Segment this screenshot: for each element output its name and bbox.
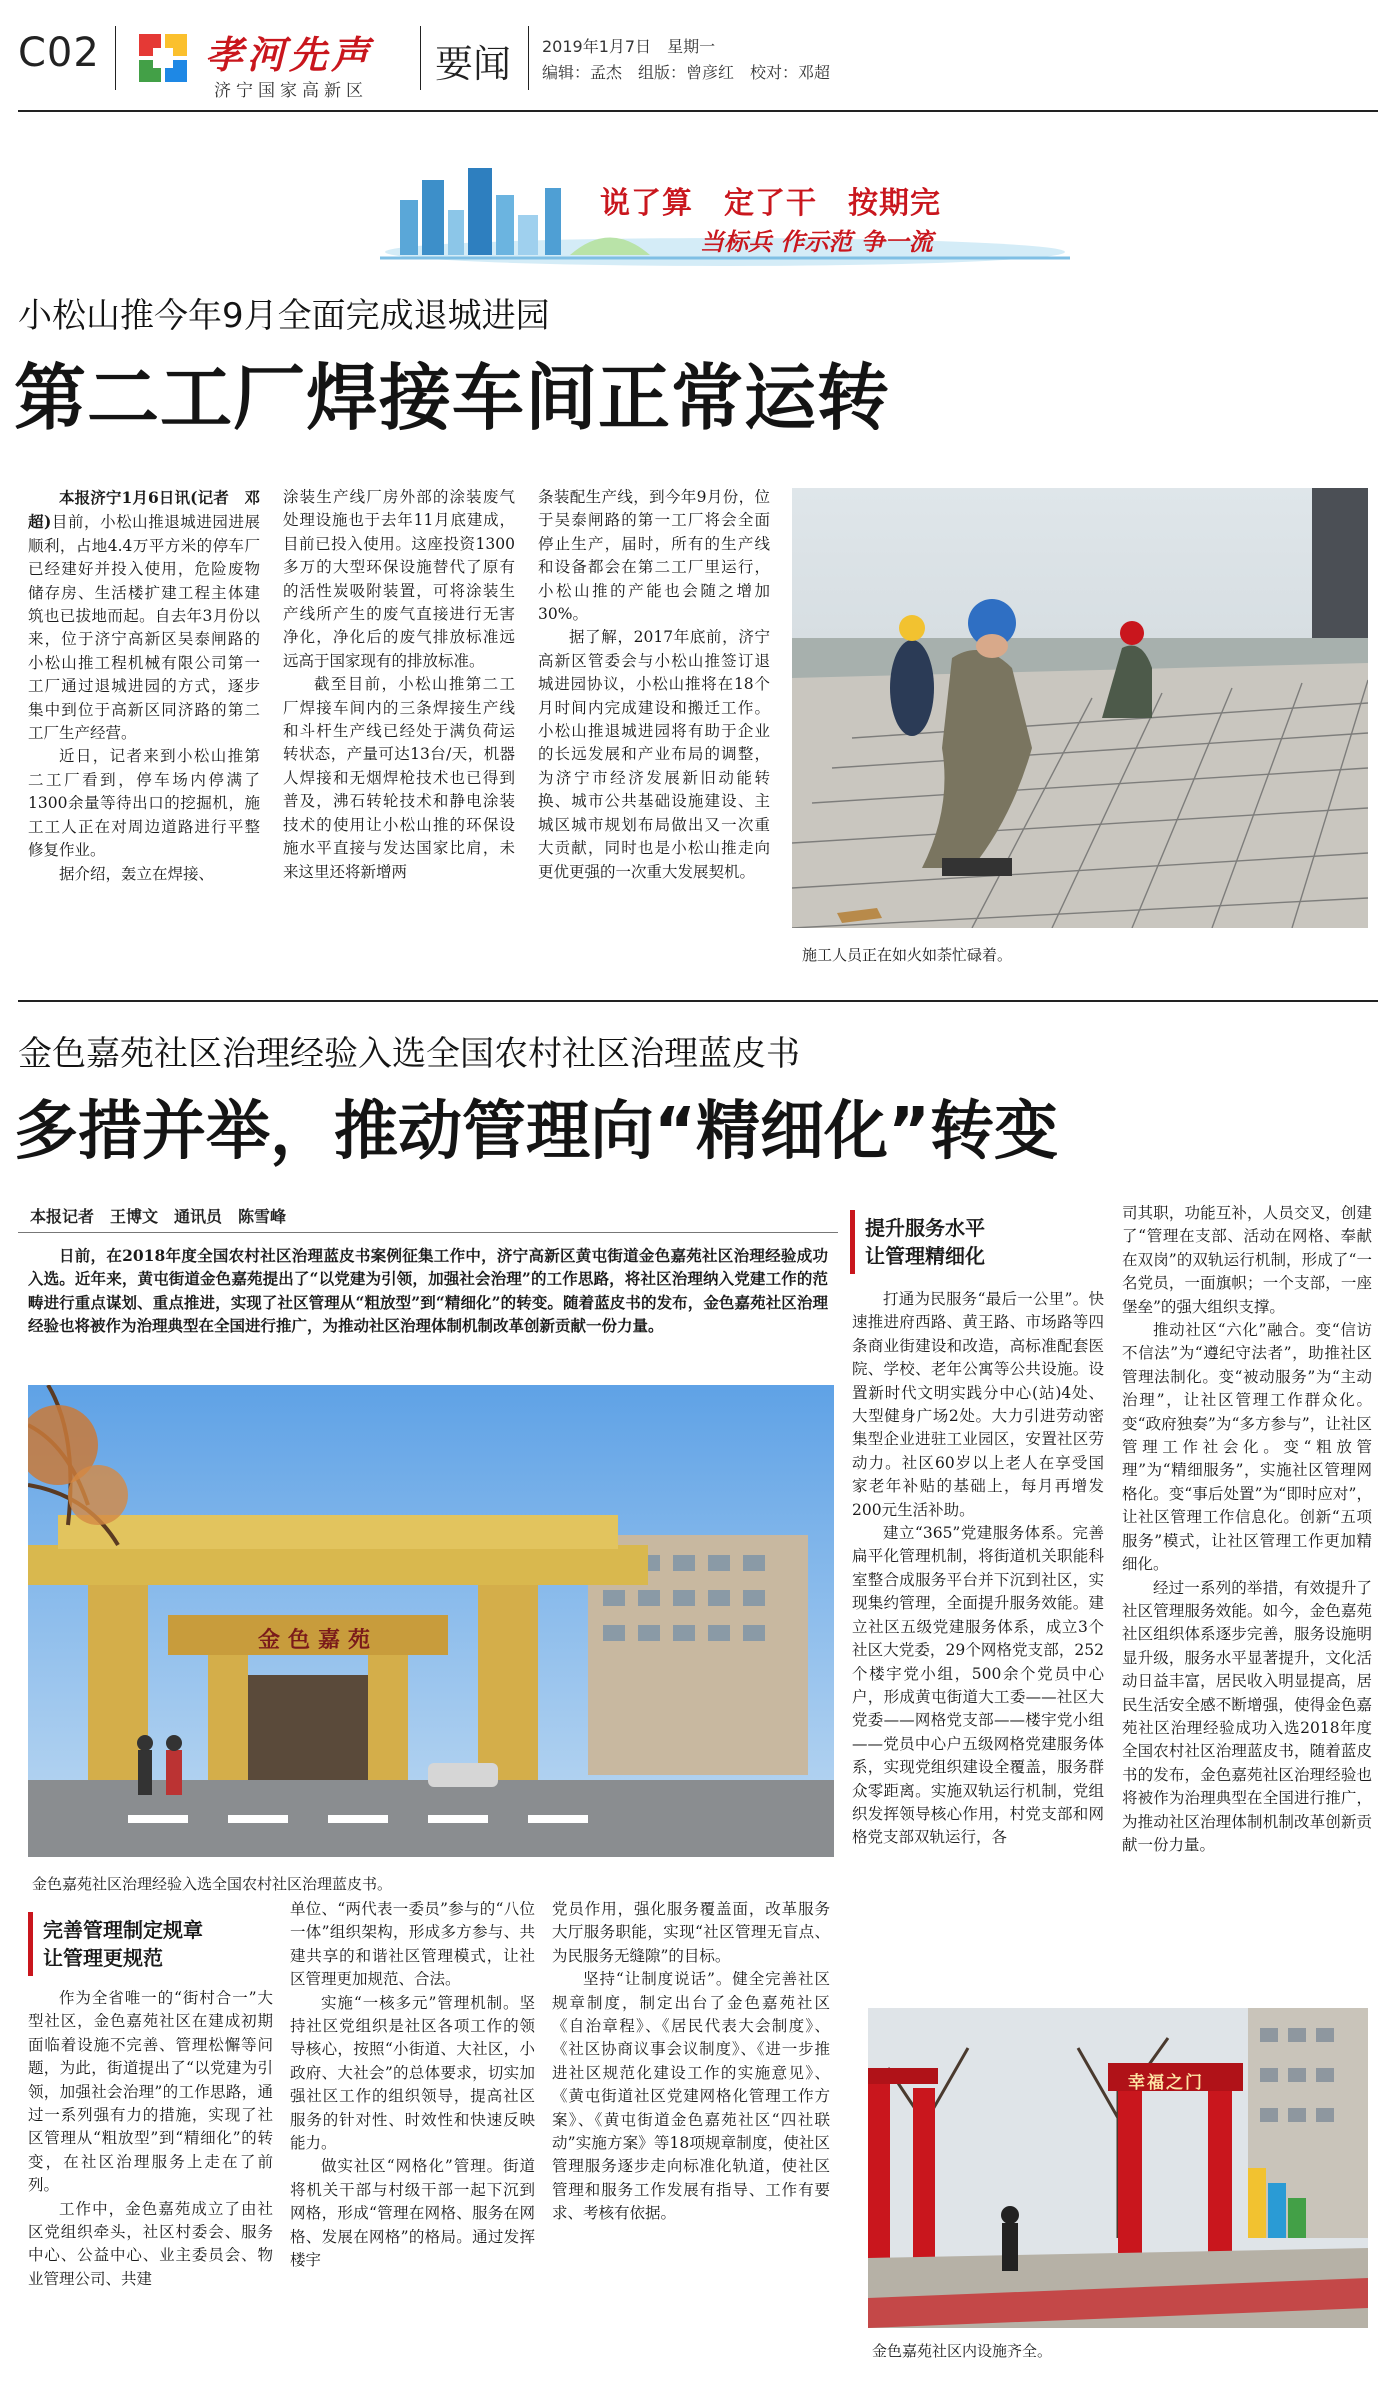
paper-name: 孝河先声 [205, 32, 374, 77]
community-plaza-photo [868, 2008, 1368, 2328]
article1-column-3 [538, 486, 770, 884]
s2-p3: 做实社区“网格化”管理。街道将机关干部与村级干部一起下沉到网格，形成“管理在网格、服务在网格、发展在网格”的格局。通过发挥楼宇 [290, 2157, 535, 2270]
paper-subtitle: 济宁国家高新区 [214, 81, 368, 101]
article1-photo [792, 488, 1368, 928]
article2-intro-text: 日前，在2018年度全国农村社区治理蓝皮书案例征集工作中，济宁高新区黄屯街道金色嘉苑社区治理经验成功入选。近年来，黄屯街道金色嘉苑提出了“以党建为引领，加强社会治理”的工作思路，将社区治理纳入党建工作的范畴进行重点谋划、重点推进，实现了社区管理从“粗放型”到“精细化”的转变。随着蓝皮书的发布，金色嘉苑社区治理经验也将被作为治理典型在全国进行推广，为推动社区治理体制机制改革创新贡献一份力量。 [28, 1246, 828, 1336]
article2-photo1-caption: 金色嘉苑社区治理经验入选全国农村社区治理蓝皮书。 [32, 1875, 393, 1893]
article2-column-4 [852, 1288, 1104, 1850]
date-text: 2019年1月7日 [542, 37, 652, 56]
slogan-primary: 说了算 定了干 按期完 [600, 186, 941, 221]
s5-p1: 司其职，功能互补，人员交叉，创建了“管理在支部、活动在网格、奉献在双岗”的双轨运行机制，形成了“一名党员，一面旗帜；一个支部，一座堡垒”的强大组织支撑。 [1122, 1204, 1372, 1316]
article1-col2-p2: 截至目前，小松山推第二工厂焊接车间内的三条焊接生产线和斗杆生产线已经处于满负荷运转状态，产量可达13台/天，机器人焊接和无烟焊枪技术也已得到普及，沸石转轮技术和静电涂装技术的使用让小松山推的环保设施水平直接与发达国家比肩，未来这里还将新增两 [283, 675, 515, 881]
subhead-1-line1: 完善管理制定规章 [43, 1918, 203, 1942]
byline-rule [18, 1232, 838, 1233]
article2-kicker: 金色嘉苑社区治理经验入选全国农村社区治理蓝皮书 [18, 1034, 800, 1074]
article2-column-2 [290, 1898, 535, 2273]
article1-col1-p3: 据介绍，轰立在焊接、 [59, 864, 215, 883]
section-subhead-1 [28, 1912, 213, 1976]
weekday-text: 星期一 [667, 37, 716, 56]
article1-headline: 第二工厂焊接车间正常运转 [14, 356, 891, 440]
article2-byline: 本报记者 王博文 通讯员 陈雪峰 [30, 1207, 287, 1226]
article2-column-1 [28, 1987, 273, 2291]
masthead-rule [18, 110, 1378, 112]
s2-p1: 单位、“两代表一委员”参与的“八位一体”组织架构，形成多方参与、共建共享的和谐社区管理模式，让社区管理更加规范、合法。 [290, 1900, 535, 1989]
article1-col1-p1: 目前，小松山推退城进园进展顺利，占地4.4万平方米的停车厂已经建好并投入使用，危险废物储存房、生活楼扩建工程主体建筑也已拔地而起。自去年3月份以来，位于济宁高新区吴泰闸路的小松山推工程机械有限公司第一工厂通过退城进园的方式，逐步集中到位于高新区同济路的第二工厂生产经营。 [28, 513, 260, 743]
article1-kicker: 小松山推今年9月全面完成退城进园 [18, 296, 550, 336]
article1-col3-p2: 据了解，2017年底前，济宁高新区管委会与小松山推签订退城进园协议，小松山推将在18个月时间内完成建设和搬迁工作。小松山推退城进园将有助于企业的长远发展和产业布局的调整，为济宁市经济发展新旧动能转换、城市公共基础设施建设、主城区城市规划布局做出又一次重大贡献，同时也是小松山推走向更优更强的一次重大发展契机。 [538, 628, 770, 881]
slogan-banner [380, 160, 1070, 270]
community-gate-photo [28, 1385, 834, 1857]
section-name: 要闻 [435, 42, 512, 86]
logo-mark-icon [135, 30, 191, 86]
editors-line: 编辑：孟杰 组版：曾彦红 校对：邓超 [542, 63, 831, 82]
article2-photo2-caption: 金色嘉苑社区内设施齐全。 [872, 2342, 1053, 2360]
page-number: C02 [18, 30, 100, 76]
article2-intro [28, 1244, 828, 1338]
s5-p2: 推动社区“六化”融合。变“信访不信法”为“遵纪守法者”，助推社区管理法制化。变“被动服务”为“主动治理”，让社区管理工作群众化。变“政府独奏”为“多方参与”，让社区管理工作社会化。变“粗放管理”为“精细服务”，实施社区管理网格化。变“事后处置”为“即时应对”，让社区管理工作信息化。创新“五项服务”模式，让社区管理工作更加精细化。 [1122, 1321, 1372, 1574]
masthead-divider [115, 26, 116, 90]
article1-col1-p2: 近日，记者来到小松山推第二工厂看到，停车场内停满了1300余量等待出口的挖掘机，施工工人正在对周边道路进行平整修复作业。 [28, 747, 260, 860]
s3-p1: 党员作用，强化服务覆盖面，改革服务大厅服务职能，实现“社区管理无盲点、为民服务无缝隙”的目标。 [552, 1900, 830, 1965]
s2-p2: 实施“一核多元”管理机制。坚持社区党组织是社区各项工作的领导核心，按照“小街道、大社区，小政府、大社会”的总体要求，切实加强社区工作的组织领导，提高社区服务的针对性、时效性和快速反映能力。 [290, 1993, 535, 2153]
slogan-secondary: 当标兵 作示范 争一流 [700, 227, 933, 256]
s1-p2: 工作中，金色嘉苑成立了由社区党组织牵头，社区村委会、服务中心、公益中心、业主委员会、物业管理公司、共建 [28, 2199, 273, 2288]
logo [135, 30, 191, 86]
construction-workers-photo [792, 488, 1368, 928]
subhead-2-line2: 让管理精细化 [865, 1244, 985, 1268]
plaza-sign-text: 幸福之门 [1128, 2073, 1204, 2093]
article2-headline: 多措并举，推动管理向“精细化”转变 [14, 1095, 1059, 1169]
s1-p1: 作为全省唯一的“街村合一”大型社区，金色嘉苑社区在建成初期面临着设施不完善、管理松懈等问题，为此，街道提出了“以党建为引领，加强社会治理”的工作思路，通过一系列强有力的措施，实现了社区管理从“粗放型”到“精细化”的转变，在社区治理服务上走在了前列。 [28, 1989, 273, 2195]
article-separator [18, 1000, 1378, 1002]
masthead-divider-3 [528, 26, 529, 90]
s4-p2: 建立“365”党建服务体系。完善扁平化管理机制，将街道机关职能科室整合成服务平台并下沉到社区，实现集约管理，全面提升服务效能。建立社区五级党建服务体系，成立3个社区大党委，29个网格党支部，252个楼宇党小组，500余个党员中心户，形成黄屯街道大工委——社区大党委——网格党支部——楼宇党小组——党员中心户五级网格党建服务体系，实现党组织建设全覆盖，服务群众零距离。实施双轨运行机制，党组织发挥领导核心作用，村党支部和网格党支部双轨运行，各 [852, 1524, 1104, 1847]
article1-dateline: 本报济宁1月6日讯(记者 邓超) [28, 488, 260, 532]
article1-col3-p1: 条装配生产线，到今年9月份，位于吴泰闸路的第一工厂将会全面停止生产，届时，所有的生产线和设备都会在第二工厂里运行，小松山推的产能也会随之增加30%。 [538, 488, 770, 624]
article1-photo-caption: 施工人员正在如火如荼忙碌着。 [802, 946, 1013, 964]
subhead-1-line2: 让管理更规范 [43, 1946, 163, 1970]
gate-sign-text: 金色嘉苑 [258, 1627, 379, 1653]
article1-col2-p1: 涂装生产线厂房外部的涂装废气处理设施也于去年11月底建成，目前已投入使用。这座投资1300多万的大型环保设施替代了原有的活性炭吸附装置，可将涂装生产线所产生的废气直接进行无害净化，净化后的废气排放标准远远高于国家现有的排放标准。 [283, 488, 515, 670]
article2-column-5 [1122, 1202, 1372, 1857]
s4-p1: 打通为民服务“最后一公里”。快速推进府西路、黄王路、市场路等四条商业街建设和改造，高标准配套医院、学校、老年公寓等公共设施。设置新时代文明实践分中心(站)4处、大型健身广场2处。大力引进劳动密集型企业进驻工业园区，安置社区劳动力。社区60岁以上老人在享受国家老年补贴的基础上，每月再增发200元生活补助。 [852, 1290, 1104, 1519]
s5-p3: 经过一系列的举措，有效提升了社区管理服务效能。如今，金色嘉苑社区组织体系逐步完善，服务设施明显升级，服务水平显著提升，文化活动日益丰富，居民收入明显提高，居民生活安全感不断增强，使得金色嘉苑社区治理经验成功入选2018年度全国农村社区治理蓝皮书，随着蓝皮书的发布，金色嘉苑社区治理经验也将被作为治理典型在全国进行推广，为推动社区治理体制机制改革创新贡献一份力量。 [1122, 1578, 1372, 1854]
section-subhead-2 [850, 1210, 995, 1274]
subhead-2-line1: 提升服务水平 [865, 1216, 985, 1240]
article2-photo-gate [28, 1385, 834, 1857]
article2-column-3 [552, 1898, 830, 2226]
article1-column-1 [28, 486, 260, 886]
article2-photo-plaza [868, 2008, 1368, 2328]
article1-column-2 [283, 486, 515, 884]
s3-p2: 坚持“让制度说话”。健全完善社区规章制度，制定出台了金色嘉苑社区《自治章程》、《居民代表大会制度》、《社区协商议事会议制度》、《进一步推进社区规范化建设工作的实施意见》、《黄屯街道社区党建网格化管理工作方案》、《黄屯街道金色嘉苑社区“四社联动”实施方案》等18项规章制度，使社区管理服务逐步走向标准化轨道，使社区管理和服务工作发展有指导、工作有要求、考核有依据。 [552, 1970, 830, 2223]
issue-date [542, 34, 715, 57]
masthead-divider-2 [420, 26, 421, 90]
